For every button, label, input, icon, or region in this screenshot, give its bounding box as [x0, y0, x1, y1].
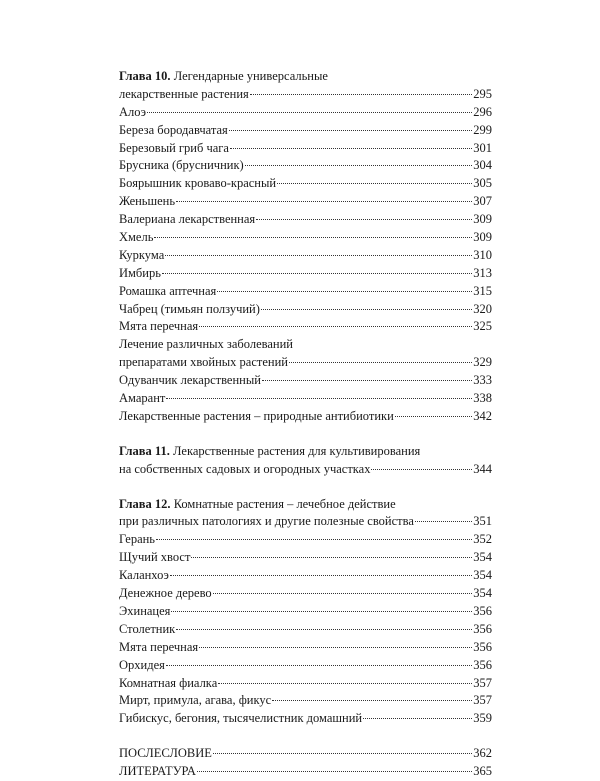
toc-page-number: 310	[473, 247, 492, 262]
toc-entry-label: при различных патологиях и другие полезные свойства	[119, 514, 414, 529]
toc-entry-label: препаратами хвойных растений	[119, 355, 288, 370]
chapter-number: Глава 11.	[119, 443, 170, 458]
dot-leader	[166, 398, 472, 399]
toc-entry-label: Денежное дерево	[119, 586, 212, 601]
toc-entry[interactable]	[119, 301, 492, 319]
dot-leader	[245, 165, 473, 166]
toc-entry[interactable]	[119, 639, 492, 657]
dot-leader	[272, 700, 472, 701]
toc-page-number: 351	[473, 514, 492, 529]
toc-entry[interactable]	[119, 193, 492, 211]
chapter-title: Лекарственные растения для культивирования	[169, 443, 421, 458]
chapter-heading	[119, 443, 420, 461]
toc-page-number: 304	[473, 158, 492, 173]
toc-entry[interactable]	[119, 657, 492, 675]
section-gap	[119, 728, 492, 745]
toc-entry[interactable]	[119, 603, 492, 621]
toc-page-number: 295	[473, 86, 492, 101]
toc-page-number: 362	[473, 746, 492, 761]
dot-leader	[162, 273, 472, 274]
toc-page-number: 338	[473, 391, 492, 406]
toc-entry-label: Имбирь	[119, 265, 161, 280]
toc-page-number: 320	[473, 301, 492, 316]
dot-leader	[289, 362, 472, 363]
dot-leader	[170, 575, 472, 576]
toc-page-number: 299	[473, 122, 492, 137]
toc-entry-label: Гибискус, бегония, тысячелистник домашний	[119, 711, 363, 726]
toc-entry-label: Герань	[119, 532, 156, 547]
toc-entry-label: Береза бородавчатая	[119, 122, 228, 137]
toc-page-number: 307	[473, 194, 492, 209]
dot-leader	[256, 219, 472, 220]
toc-entry-label: Каланхоэ	[119, 568, 169, 583]
toc-entry-label: Чабрец (тимьян ползучий)	[119, 301, 260, 316]
toc-page-number: 359	[473, 711, 492, 726]
toc-entry-label: Эхинацея	[119, 603, 171, 618]
toc-entry[interactable]	[119, 567, 492, 585]
toc-page-number: 313	[473, 265, 492, 280]
toc-page-number: 356	[473, 621, 492, 636]
chapter-title: Комнатные растения – лечебное действие	[170, 496, 396, 511]
toc-page-number: 356	[473, 639, 492, 654]
dot-leader	[154, 237, 472, 238]
toc-entry[interactable]	[119, 122, 492, 140]
toc-entry-label: Амарант	[119, 391, 166, 406]
toc-page-number: 309	[473, 212, 492, 227]
chapter-heading-line[interactable]	[119, 513, 492, 531]
dot-leader	[199, 326, 472, 327]
dot-leader	[166, 665, 472, 666]
dot-leader	[147, 112, 472, 113]
toc-entry-label: на собственных садовых и огородных участках	[119, 461, 371, 476]
toc-entry[interactable]	[119, 390, 492, 408]
toc-page-number: 365	[473, 764, 492, 779]
toc-page-number: 354	[473, 568, 492, 583]
dot-leader	[363, 718, 472, 719]
toc-entry[interactable]	[119, 372, 492, 390]
section-gap	[119, 426, 492, 443]
toc-entry[interactable]	[119, 247, 492, 265]
dot-leader	[395, 416, 472, 417]
chapter-heading-line	[119, 496, 492, 514]
toc-entry-label: Лекарственные растения – природные антибиотики	[119, 408, 394, 423]
dot-leader	[217, 291, 472, 292]
toc-entry-label: Женьшень	[119, 194, 176, 209]
toc-entry-label: Щучий хвост	[119, 550, 191, 565]
dot-leader	[371, 469, 472, 470]
dot-leader	[415, 521, 472, 522]
toc-page-number: 296	[473, 104, 492, 119]
toc-page-number: 309	[473, 230, 492, 245]
table-of-contents	[119, 68, 492, 781]
toc-page-number: 333	[473, 373, 492, 388]
toc-page-number: 356	[473, 603, 492, 618]
toc-page-number: 356	[473, 657, 492, 672]
toc-entry-label: ПОСЛЕСЛОВИЕ	[119, 746, 212, 761]
toc-entry[interactable]	[119, 283, 492, 301]
toc-page-number: 354	[473, 550, 492, 565]
toc-entry[interactable]	[119, 408, 492, 426]
dot-leader	[218, 683, 472, 684]
toc-entry[interactable]	[119, 710, 492, 728]
toc-entry-label: Алоэ	[119, 104, 147, 119]
dot-leader	[197, 771, 472, 772]
toc-entry-label: Брусника (брусничник)	[119, 158, 244, 173]
dot-leader	[165, 255, 472, 256]
toc-entry-label: Одуванчик лекарственный	[119, 373, 261, 388]
back-matter-entry[interactable]	[119, 745, 492, 763]
dot-leader	[191, 557, 472, 558]
toc-entry-label: Березовый гриб чага	[119, 140, 229, 155]
chapter-heading	[119, 496, 396, 514]
dot-leader	[229, 130, 472, 131]
toc-entry-label: ЛИТЕРАТУРА	[119, 764, 196, 779]
dot-leader	[277, 183, 472, 184]
toc-entry-label: Мята перечная	[119, 319, 199, 334]
toc-page-number: 305	[473, 176, 492, 191]
dot-leader	[262, 380, 472, 381]
toc-entry[interactable]	[119, 692, 492, 710]
toc-page-number: 301	[473, 140, 492, 155]
toc-entry	[119, 336, 492, 354]
toc-entry-label: Хмель	[119, 230, 154, 245]
toc-entry[interactable]	[119, 175, 492, 193]
toc-entry-label: Орхидея	[119, 657, 165, 672]
dot-leader	[171, 611, 472, 612]
toc-entry[interactable]	[119, 157, 492, 175]
toc-entry[interactable]	[119, 211, 492, 229]
toc-entry[interactable]	[119, 265, 492, 283]
toc-page-number: 315	[473, 283, 492, 298]
chapter-heading-line[interactable]	[119, 461, 492, 479]
dot-leader	[213, 753, 472, 754]
toc-entry-label: Мята перечная	[119, 639, 199, 654]
toc-page-number: 329	[473, 355, 492, 370]
toc-entry-label: Валериана лекарственная	[119, 212, 256, 227]
dot-leader	[176, 201, 472, 202]
dot-leader	[230, 148, 472, 149]
toc-entry[interactable]	[119, 621, 492, 639]
toc-entry-label: Ромашка аптечная	[119, 283, 217, 298]
toc-entry-label: Столетник	[119, 621, 176, 636]
dot-leader	[199, 647, 472, 648]
chapter-title: Легендарные универсальные	[170, 69, 328, 83]
toc-entry[interactable]	[119, 318, 492, 336]
chapter-heading-line	[119, 443, 492, 461]
chapter-heading	[119, 68, 328, 86]
toc-entry[interactable]	[119, 549, 492, 567]
toc-entry-label: лекарственные растения	[119, 86, 249, 101]
toc-page-number: 357	[473, 693, 492, 708]
chapter-heading-line	[119, 68, 492, 86]
toc-entry[interactable]	[119, 354, 492, 372]
toc-entry-label: Боярышник кроваво-красный	[119, 176, 277, 191]
toc-entry[interactable]	[119, 104, 492, 122]
toc-page-number: 354	[473, 586, 492, 601]
dot-leader	[250, 94, 472, 95]
dot-leader	[156, 539, 472, 540]
toc-entry-label: Мирт, примула, агава, фикус	[119, 693, 272, 708]
dot-leader	[213, 593, 473, 594]
toc-page-number: 357	[473, 675, 492, 690]
toc-page-number: 344	[473, 461, 492, 476]
chapter-number: Глава 10.	[119, 69, 171, 83]
dot-leader	[176, 629, 472, 630]
toc-entry-label: Лечение различных заболеваний	[119, 337, 293, 352]
toc-entry[interactable]	[119, 675, 492, 693]
toc-entry[interactable]	[119, 585, 492, 603]
toc-entry[interactable]	[119, 229, 492, 247]
toc-entry[interactable]	[119, 140, 492, 158]
section-gap	[119, 479, 492, 496]
toc-entry[interactable]	[119, 531, 492, 549]
back-matter-entry[interactable]	[119, 763, 492, 781]
toc-entry-label: Комнатная фиалка	[119, 675, 218, 690]
chapter-number: Глава 12.	[119, 496, 171, 511]
dot-leader	[261, 309, 472, 310]
toc-page-number: 325	[473, 319, 492, 334]
toc-page-number: 352	[473, 532, 492, 547]
toc-entry-label: Куркума	[119, 247, 165, 262]
toc-page-number: 342	[473, 408, 492, 423]
chapter-heading-line[interactable]	[119, 86, 492, 104]
